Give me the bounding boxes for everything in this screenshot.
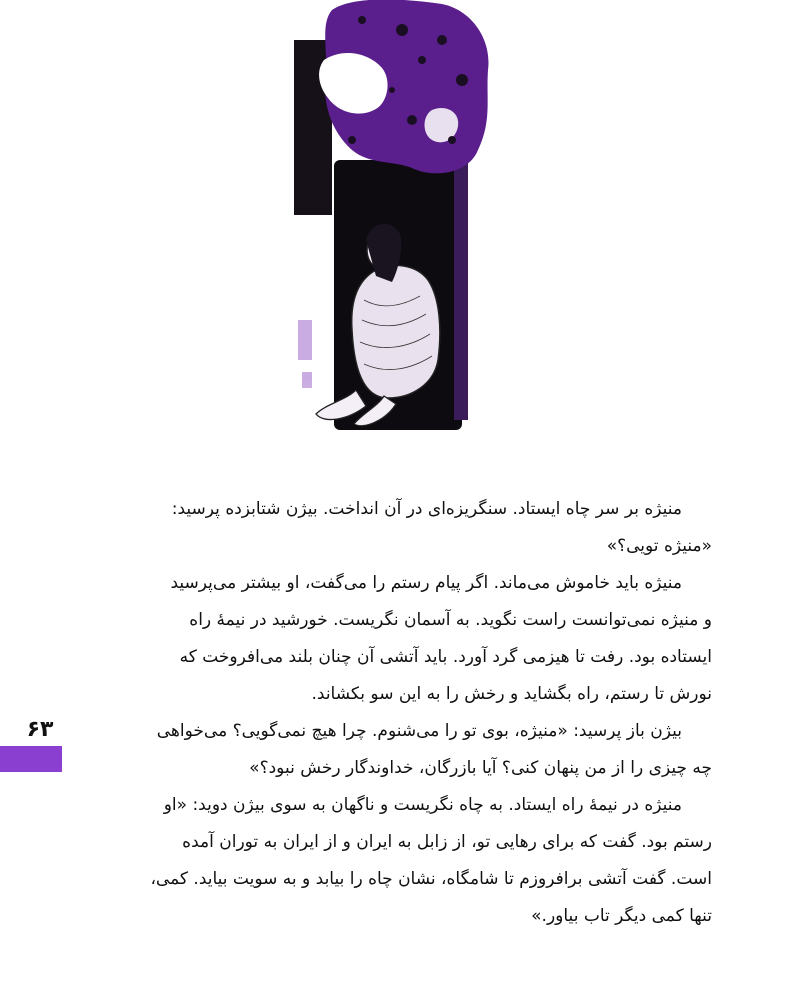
text-line: چه چیزی را از من پنهان کنی؟ آیا بازرگان، خداوندگار رخش نبود؟» — [249, 758, 712, 778]
page-number: ۶۳ — [26, 717, 54, 742]
text-line: ایستاده بود. رفت تا هیزمی گرد آورد. باید آتشی آن چنان بلند می‌افروخت که — [179, 647, 712, 667]
text-line: رستم بود. گفت که برای رهایی تو، از زابل به ایران و از ایران به توران آمده — [182, 832, 712, 852]
story-text — [112, 491, 712, 935]
text-line: بیژن باز پرسید: «منیژه، بوی تو را می‌شنوم. چرا هیچ نمی‌گویی؟ می‌خواهی — [156, 721, 682, 741]
text-line: منیژه بر سر چاه ایستاد. سنگریزه‌ای در آن انداخت. بیژن شتابزده پرسید: — [171, 499, 682, 519]
page-tab-marker — [0, 746, 62, 772]
paragraph-3 — [112, 713, 712, 787]
manijeh-at-the-well-illustration — [292, 0, 492, 440]
paragraph-4 — [112, 787, 712, 935]
paragraph-1 — [112, 491, 712, 565]
text-line: و منیژه نمی‌توانست راست نگوید. به آسمان نگریست. خورشید در نیمهٔ راه — [189, 610, 712, 630]
text-line: منیژه در نیمهٔ راه ایستاد. به چاه نگریست و ناگهان به سوی بیژن دوید: «او — [163, 795, 682, 815]
purple-texture — [298, 320, 312, 388]
text-line: است. گفت آتشی برافروزم تا شامگاه، نشان چاه را بیابد و به سویت بیاید. کمی، — [150, 869, 712, 889]
text-line: تنها کمی دیگر تاب بیاور.» — [531, 906, 712, 926]
paragraph-2 — [112, 565, 712, 713]
text-line: نورش تا رستم، راه بگشاید و رخش را به این سو بکشاند. — [311, 684, 712, 704]
text-line: منیژه باید خاموش می‌ماند. اگر پیام رستم را می‌گفت، او بیشتر می‌پرسید — [170, 573, 682, 593]
well-right-wall — [454, 130, 468, 420]
text-line: «منیژه تویی؟» — [606, 536, 712, 556]
